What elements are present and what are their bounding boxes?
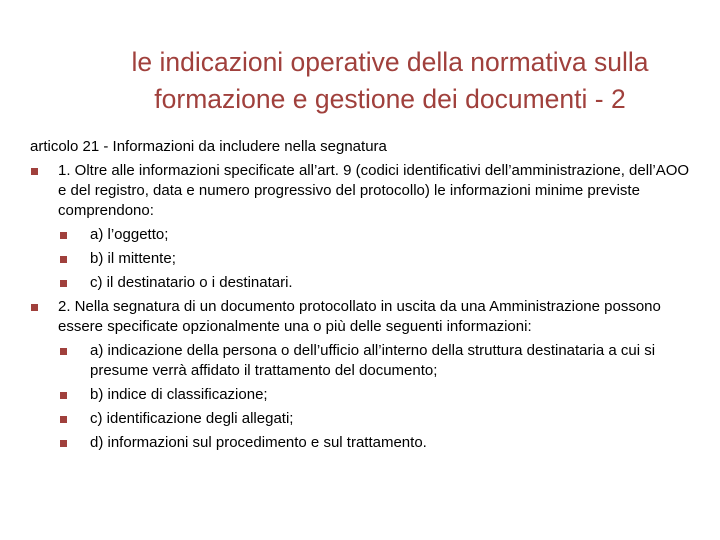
list-item-text: 1. Oltre alle informazioni specificate all’art. 9 (codici identificativi dell’amministrazione, dell’AOO e del registro, data e numero progressivo del protocollo) le informazioni minime previste comprendono: <box>58 162 690 219</box>
square-bullet-icon <box>31 304 38 311</box>
sub-list-item <box>60 409 690 429</box>
square-bullet-icon <box>60 256 67 263</box>
slide-body <box>30 137 690 457</box>
sub-list-item <box>60 249 690 269</box>
list-item-1 <box>30 161 690 293</box>
sub-list-item <box>60 225 690 245</box>
bullet-list <box>30 161 690 453</box>
sub-list-item-text: b) il mittente; <box>90 250 176 267</box>
sub-list-item-text: b) indice di classificazione; <box>90 386 268 403</box>
slide-title-line-1: le indicazioni operative della normativa sulla <box>131 47 649 77</box>
square-bullet-icon <box>60 232 67 239</box>
sub-list-item-text: a) l’oggetto; <box>90 226 169 243</box>
sub-list-item-text: c) identificazione degli allegati; <box>90 410 294 427</box>
sub-list-item-text: c) il destinatario o i destinatari. <box>90 274 293 291</box>
sub-list <box>58 341 690 453</box>
section-heading: articolo 21 - Informazioni da includere nella segnatura <box>30 138 387 155</box>
sub-list-item <box>60 341 690 381</box>
sub-list-item <box>60 273 690 293</box>
sub-list-item <box>60 385 690 405</box>
square-bullet-icon <box>60 280 67 287</box>
list-item-text: 2. Nella segnatura di un documento protocollato in uscita da una Amministrazione possono essere specificate opzionalmente una o più delle seguenti informazioni: <box>58 298 661 335</box>
sub-list-item-text: d) informazioni sul procedimento e sul trattamento. <box>90 434 427 451</box>
sub-list-item-text: a) indicazione della persona o dell’ufficio all’interno della struttura destinataria a cui si presume verrà affidato il trattamento del documento; <box>90 342 656 379</box>
square-bullet-icon <box>31 168 38 175</box>
sub-list <box>58 225 690 293</box>
sub-list-item <box>60 433 690 453</box>
slide-title-line-2: formazione e gestione dei documenti - 2 <box>154 84 626 114</box>
square-bullet-icon <box>60 440 67 447</box>
slide-title <box>60 44 720 118</box>
square-bullet-icon <box>60 348 67 355</box>
square-bullet-icon <box>60 416 67 423</box>
list-item-2 <box>30 297 690 453</box>
square-bullet-icon <box>60 392 67 399</box>
